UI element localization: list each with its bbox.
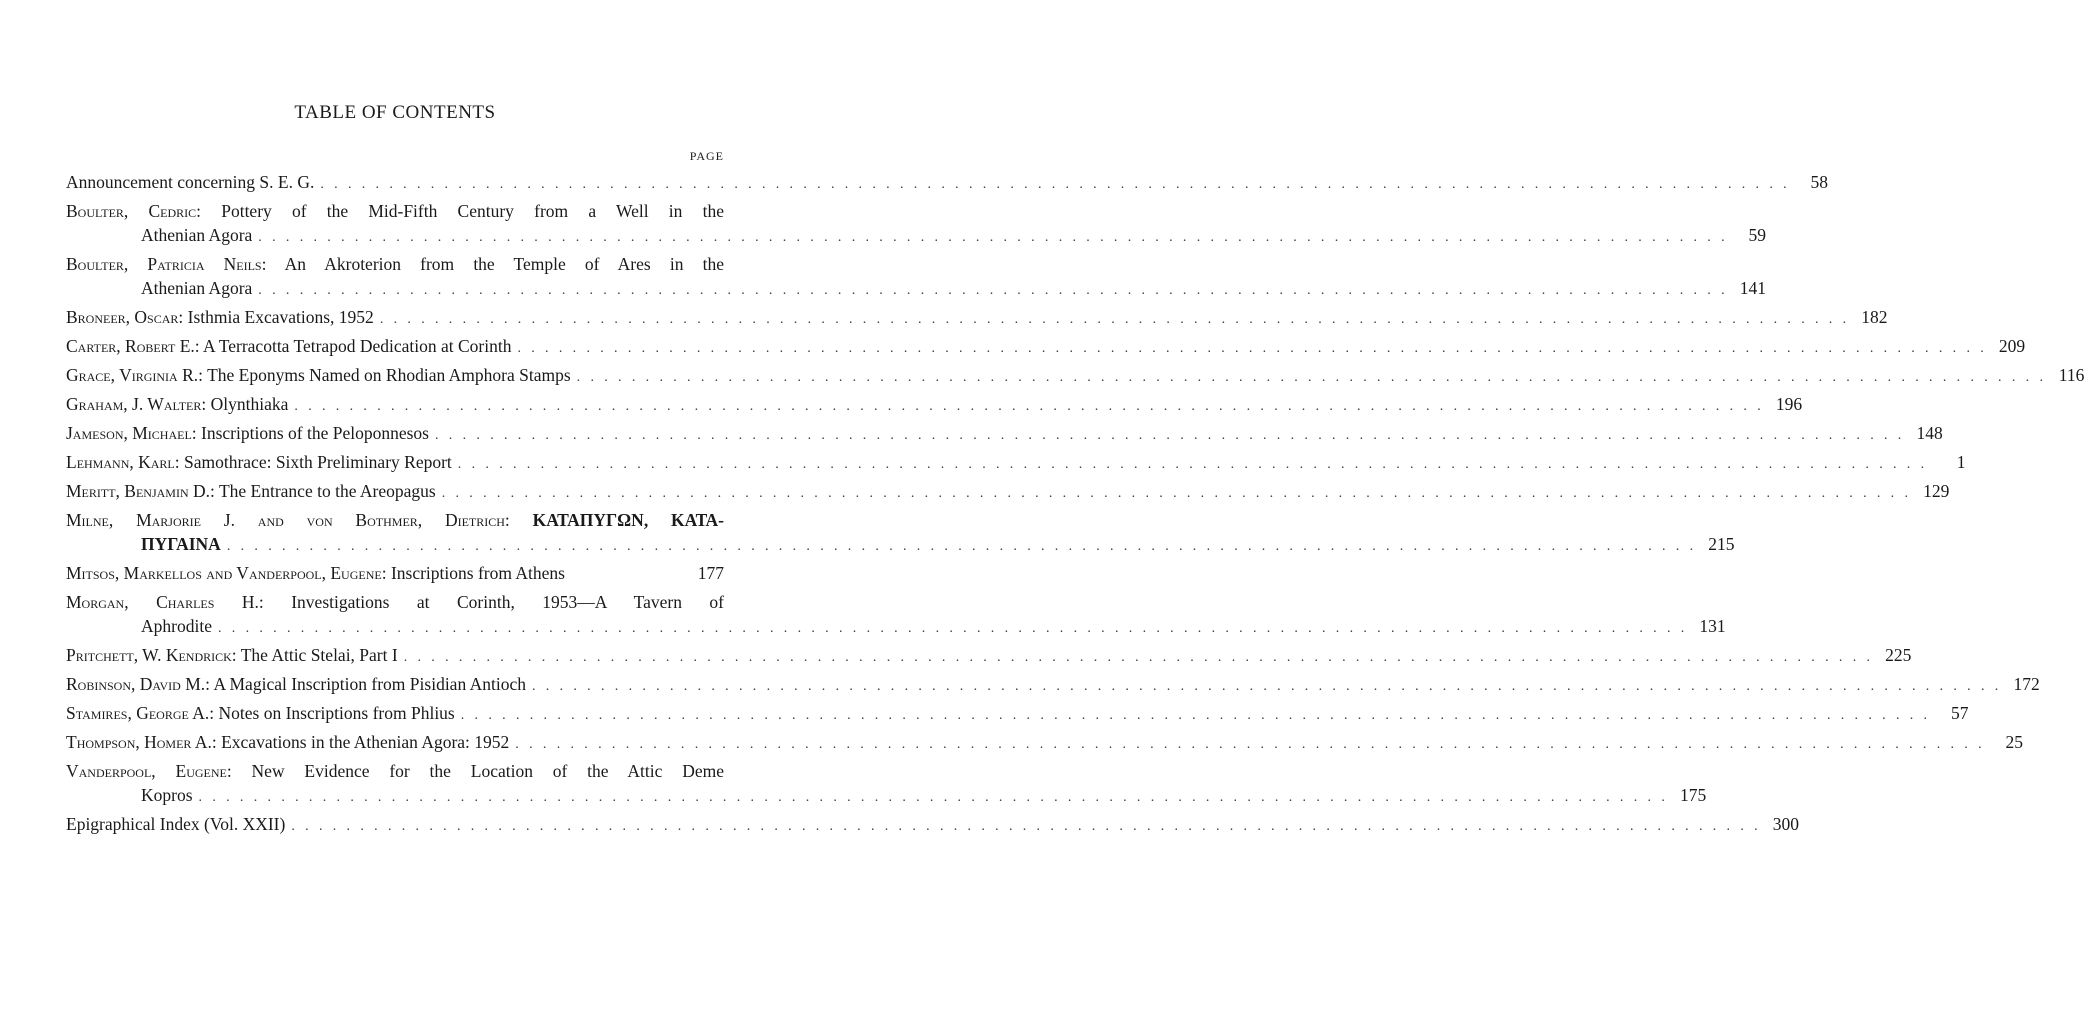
entry-author: Carter, Robert E.: — [66, 336, 200, 356]
dot-leader — [532, 675, 2002, 699]
entry-author: Jameson, Michael: — [66, 423, 197, 443]
entry-author: Broneer, Oscar: — [66, 307, 184, 327]
page-column-header: PAGE — [689, 149, 724, 163]
dot-leader — [320, 173, 1790, 197]
page-number: 177 — [697, 563, 724, 583]
entry-title: ΚΑΤΑΠΥΓΩΝ, ΚΑΤΑ- — [532, 510, 725, 530]
dot-leader — [258, 226, 1728, 250]
entry-author: Morgan, Charles H.: — [66, 592, 264, 612]
entry-title: A Terracotta Tetrapod Dedication at Corinth — [203, 336, 512, 356]
page-number: 172 — [2013, 674, 2040, 694]
dot-leader — [442, 482, 1912, 506]
toc-entry[interactable] — [66, 561, 724, 585]
entry-title: Inscriptions of the Peloponnesos — [201, 423, 429, 443]
toc-entry[interactable] — [66, 363, 2084, 387]
entry-title: Announcement concerning S. E. G. — [66, 172, 315, 192]
dot-leader — [258, 279, 1728, 303]
toc-entry[interactable] — [66, 305, 1888, 329]
toc-entry[interactable] — [66, 334, 2026, 358]
toc-entry[interactable] — [66, 759, 1707, 807]
entry-author: Stamires, George A.: — [66, 703, 215, 723]
dot-leader — [291, 815, 1761, 839]
entry-author: Mitsos, Markellos and Vanderpool, Eugene: — [66, 563, 387, 583]
entry-title-continued: ΠΥΓΑΙΝΑ — [141, 534, 221, 554]
dot-leader — [294, 395, 1764, 419]
entry-title: Pottery of the Mid-Fifth Century from a Well in the — [221, 201, 724, 221]
page-number: 59 — [1748, 225, 1766, 245]
entry-title: The Eponyms Named on Rhodian Amphora Stamps — [207, 365, 571, 385]
entry-author: Boulter, Patricia Neils: — [66, 254, 267, 274]
entry-title: The Entrance to the Areopagus — [218, 481, 436, 501]
toc-entry[interactable] — [66, 672, 2040, 696]
entry-title-continued: Athenian Agora — [141, 225, 253, 245]
entry-title-continued: Aphrodite — [141, 616, 212, 636]
page-number: 209 — [1998, 336, 2026, 356]
toc-entry[interactable] — [66, 701, 1969, 725]
toc-entry[interactable] — [66, 199, 1766, 247]
toc-entry[interactable] — [66, 590, 1726, 638]
entry-title: Excavations in the Athenian Agora: 1952 — [221, 732, 510, 752]
entry-author: Pritchett, W. Kendrick: — [66, 645, 237, 665]
page-number: 175 — [1679, 785, 1707, 805]
entry-author: Vanderpool, Eugene: — [66, 761, 232, 781]
page-number: 129 — [1923, 481, 1950, 501]
entry-author: Meritt, Benjamin D.: — [66, 481, 215, 501]
toc-entry[interactable] — [66, 421, 1943, 445]
dot-leader — [515, 733, 1985, 757]
page-number: 131 — [1699, 616, 1726, 636]
entry-title: Notes on Inscriptions from Phlius — [218, 703, 455, 723]
dot-leader — [577, 366, 2047, 390]
page-number: 58 — [1810, 172, 1829, 192]
toc-entry[interactable] — [66, 812, 1800, 836]
page-number: 196 — [1775, 394, 1803, 414]
toc-entry[interactable] — [66, 392, 1803, 416]
page-number: 225 — [1885, 645, 1912, 665]
dot-leader — [458, 453, 1928, 477]
dot-leader — [404, 646, 1874, 670]
toc-entry[interactable] — [66, 479, 1950, 503]
entry-title: Samothrace: Sixth Preliminary Report — [183, 452, 452, 472]
entry-author: Grace, Virginia R.: — [66, 365, 203, 385]
toc-entry[interactable] — [66, 508, 1735, 556]
dot-leader — [380, 308, 1850, 332]
entry-title: A Magical Inscription from Pisidian Antioch — [213, 674, 526, 694]
dot-leader — [199, 786, 1669, 810]
dot-leader — [227, 535, 1697, 559]
entry-title: Inscriptions from Athens — [390, 563, 565, 583]
entry-author: Boulter, Cedric: — [66, 201, 202, 221]
table-of-contents — [66, 170, 2084, 841]
dot-leader — [435, 424, 1905, 448]
entry-title: An Akroterion from the Temple of Ares in the — [284, 254, 724, 274]
entry-author: Lehmann, Karl: — [66, 452, 180, 472]
entry-author: Milne, Marjorie J. and von Bothmer, Dietrich: — [66, 510, 510, 530]
dot-leader — [218, 617, 1688, 641]
entry-title: New Evidence for the Location of the Attic Deme — [251, 761, 724, 781]
dot-leader — [517, 337, 1987, 361]
page-number: 182 — [1861, 307, 1888, 327]
entry-title: The Attic Stelai, Part I — [240, 645, 398, 665]
toc-entry[interactable] — [66, 450, 1966, 474]
entry-title-continued: Kopros — [141, 785, 193, 805]
page-number: 116 — [2058, 365, 2084, 385]
entry-title: Olynthiaka — [210, 394, 289, 414]
toc-entry[interactable] — [66, 730, 2023, 754]
entry-title: Investigations at Corinth, 1953—A Tavern of — [291, 592, 724, 612]
toc-entry[interactable] — [66, 252, 1766, 300]
page-number: 148 — [1916, 423, 1943, 443]
entry-author: Graham, J. Walter: — [66, 394, 207, 414]
toc-entry[interactable] — [66, 643, 1912, 667]
entry-author: Thompson, Homer A.: — [66, 732, 217, 752]
page-number: 1 — [1956, 452, 1966, 472]
entry-title: Isthmia Excavations, 1952 — [187, 307, 374, 327]
entry-author: Robinson, David M.: — [66, 674, 211, 694]
page-title: TABLE OF CONTENTS — [294, 102, 496, 123]
dot-leader — [461, 704, 1931, 728]
entry-title: Epigraphical Index (Vol. XXII) — [66, 814, 286, 834]
toc-entry[interactable] — [66, 170, 1829, 194]
page-number: 57 — [1950, 703, 1969, 723]
page-number: 25 — [2005, 732, 2023, 752]
page-number: 300 — [1772, 814, 1800, 834]
entry-title-continued: Athenian Agora — [141, 278, 253, 298]
page-number: 141 — [1739, 278, 1766, 298]
page-number: 215 — [1708, 534, 1735, 554]
